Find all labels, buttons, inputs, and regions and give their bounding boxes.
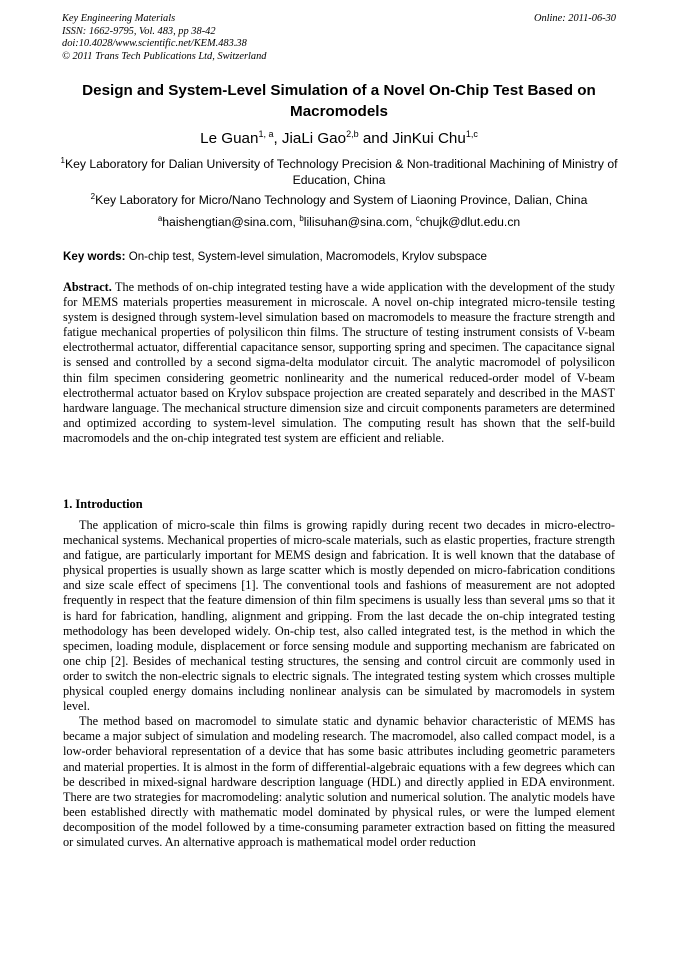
email-link[interactable]: chujk@dlut.edu.cn	[419, 215, 521, 229]
abstract	[63, 280, 615, 446]
author-separator: ,	[273, 130, 282, 147]
author-affil-sup: 1,c	[465, 129, 478, 139]
email-sup: b	[299, 214, 304, 223]
email-separator: ,	[408, 215, 416, 229]
author-name: JinKui Chu	[392, 130, 466, 147]
affiliation-text: Key Laboratory for Dalian University of Technology Precision & Non-traditional Machining of Ministry of Education, China	[64, 157, 618, 187]
author-name: Le Guan	[200, 130, 259, 147]
copyright-line: © 2011 Trans Tech Publications Ltd, Switzerland	[62, 50, 267, 62]
affiliation-2	[60, 193, 618, 209]
section-heading-introduction: 1. Introduction	[63, 497, 143, 511]
affiliation-sup: 2	[90, 192, 96, 201]
author-name: JiaLi Gao	[281, 130, 347, 147]
keywords-label: Key words:	[63, 250, 126, 263]
email-sup: a	[157, 214, 163, 223]
author-separator: and	[358, 130, 393, 147]
paragraph: The application of micro-scale thin films is growing rapidly during recent two decades in micro-electro-mechanical systems. Mechanical properties of micro-scale materials, such as elastic properties, fracture strength and fatigue, are particularly important for MEMS design and fabrication. It is well known that the database of physical properties is usually shown as large scatter which is mostly depended on micro-fabrication conditions and size scale effect of specimens [1]. The conventional tools and fashions of measurement are not adopted frequently in respect that the feature dimension of thin film specimens is usually less than several μms so that it is hard for fabrication, handling, alignment and gripping. From the last decade the on-chip integrated testing methodology has been developed widely. On-chip test, also called integrated test, is the method in which the specimen, loading module, displacement or force sensing module and supporting mechanism are fabricated on one chip [2]. Besides of mechanical testing structures, the sensing and control circuit are commonly used in order to switch the non-electric signals to electric signals. The integrated testing system which crosses multiple physical coupled energy domains including nonlinear analysis can be simulated by macromodels in system level.	[63, 518, 615, 714]
keywords-text: On-chip test, System-level simulation, Macromodels, Krylov subspace	[125, 250, 487, 263]
keywords	[63, 249, 623, 264]
issn-line: ISSN: 1662-9795, Vol. 483, pp 38-42	[62, 25, 216, 37]
author-list	[0, 129, 678, 149]
email-link[interactable]: haishengtian@sina.com	[162, 215, 293, 229]
email-sup: c	[415, 214, 420, 223]
online-date: Online: 2011-06-30	[533, 13, 616, 24]
introduction-body	[63, 518, 615, 850]
doi-line[interactable]: doi:10.4028/www.scientific.net/KEM.483.38	[62, 38, 247, 50]
author-affil-sup: 2,b	[346, 129, 359, 139]
paper-title: Design and System-Level Simulation of a Novel On-Chip Test Based on Macromodels	[82, 82, 596, 120]
abstract-text: The methods of on-chip integrated testing have a wide application with the development of the study for MEMS materials properties measurement in microscale. A novel on-chip integrated micro-tensile testing system is designed through system-level simulation based on macromodels to measure the fracture strength and fatigue mechanical properties of polysilicon thin films. The structure of testing instrument consists of V-beam electrothermal actuator, differential capacitance sensor, supporting spring and specimen. The capacitance signal is sensed and controlled by a second sigma-delta modulator circuit. The analytic macromodel of polysilicon thin film specimen considering geometric nonlinearity and the numerical reduced-order model of V-beam electrothermal actuator based on Krylov subspace projection are created separately and described in the MAST hardware language. The mechanical structure dimension size and circuit components parameters are determined and optimized according to system-level simulation. The computing result has shown that the self-build macromodels and the on-chip integrated test system are efficient and reliable.	[63, 280, 615, 445]
journal-header	[62, 13, 616, 63]
affiliation-1	[60, 157, 618, 188]
author-emails	[60, 215, 618, 231]
author-affil-sup: 1, a	[258, 129, 274, 139]
affiliation-sup: 1	[60, 156, 65, 165]
journal-name: Key Engineering Materials	[62, 13, 176, 24]
affiliation-text: Key Laboratory for Micro/Nano Technology and System of Liaoning Province, Dalian, China	[95, 193, 588, 207]
paragraph: The method based on macromodel to simulate static and dynamic behavior characteristic of MEMS has became a major subject of simulation and modeling research. The macromodel, also called compact model, is a low-order behavioral representation of a device that has some basic attributes including geometric parameters and material properties. It is almost in the form of differential-algebraic equations with a few degrees which can be described in mixed-signal hardware description language (HDL) and directly applied in EDA environment. There are two strategies for macromodeling: analytic solution and numerical solution. The analytic models have been established directly with mathematic model dominated by physical rules, or were the lumped element decomposition of the model followed by a time-consuming parameter extraction based on fitting the measured or simulated curves. An alternative approach is mathematical model order reduction	[63, 714, 615, 849]
email-link[interactable]: lilisuhan@sina.com	[303, 215, 409, 229]
email-separator: ,	[292, 215, 300, 229]
abstract-label: Abstract.	[63, 280, 112, 294]
